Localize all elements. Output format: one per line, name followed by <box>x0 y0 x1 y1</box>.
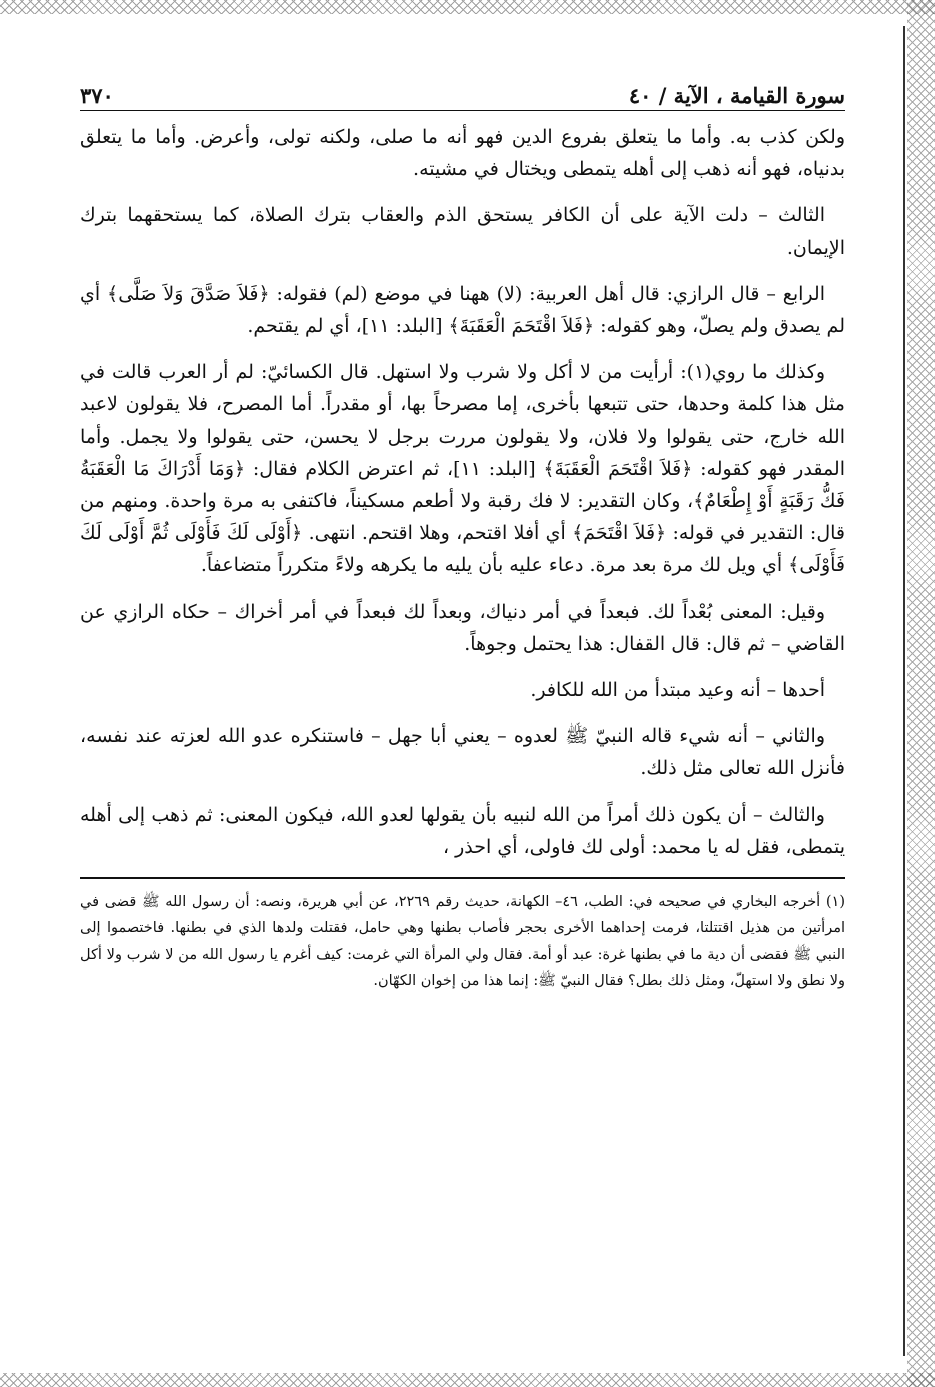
paragraph: والثاني – أنه شيء قاله النبيّ ﷺ لعدوه – يعني أبا جهل – فاستنكره عدو الله لعزته عند نفسه، فأنزل الله تعالى مثل ذلك. <box>80 725 845 780</box>
paragraph: وكذلك ما روي(١): أرأيت من لا أكل ولا شرب ولا استهل. قال الكسائيّ: لم أر العرب قالت في مثل هذا كلمة وحدها، حتى تتبعها بأخرى، إما مصرحاً بها، أو مقدراً. أما المصرح، فلا يقولون لاعبد الله خارج، حتى يقولوا ولا فلان، ولا يقولون مررت برجل لا يحسن، حتى يقولوا ولا يجمل. وأما المقدر فهو كقوله: ﴿فَلاَ اقْتَحَمَ الْعَقَبَةَ﴾ [البلد: ١١]، ثم اعترض الكلام فقال: ﴿وَمَا أَدْرَاكَ مَا الْعَقَبَةُ فَكُّ رَقَبَةٍ أَوْ إِطْعَامٌ﴾، وكان التقدير: لا فك رقبة ولا أطعم مسكيناً، فاكتفى به مرة واحدة. ومنهم من قال: التقدير في قوله: ﴿فَلاَ اقْتَحَمَ﴾ أي أفلا اقتحم، وهلا اقتحم. انتهى. ﴿أَوْلَى لَكَ فَأَوْلَى ثُمَّ أَوْلَى لَكَ فَأَوْلَى﴾ أي ويل لك مرة بعد مرة. دعاء عليه بأن يليه ما يكرهه ولاءً متكرراً متضاعفاً. <box>80 361 845 577</box>
main-text <box>80 121 845 863</box>
running-title: سورة القيامة ، الآية / ٤٠ <box>628 83 845 108</box>
page-header <box>80 70 845 111</box>
paragraph: أحدها – أنه وعيد مبتدأ من الله للكافر. <box>530 679 825 702</box>
book-page <box>80 70 845 995</box>
frame-line <box>903 26 905 1356</box>
page-number: ٣٧٠ <box>80 83 114 108</box>
footnote-divider <box>80 877 845 879</box>
paragraph: ولكن كذب به. وأما ما يتعلق بفروع الدين فهو أنه ما صلى، ولكنه تولى، وأعرض. وأما ما يتعلق بدنياه، فهو أنه ذهب إلى أهله يتمطى ويختال في مشيته. <box>80 126 845 181</box>
footnote: (١) أخرجه البخاري في صحيحه في: الطب، ٤٦– الكهانة، حديث رقم ٢٢٦٩، عن أبي هريرة، ونصه: أن رسول الله ﷺ قضى في امرأتين من هذيل اقتتلتا، فرمت إحداهما الأخرى بحجر فأصاب بطنها وهي حامل، فقتلت ولدها الذي في بطنها. فاختصموا إلى النبي ﷺ فقضى أن دية ما في بطنها غرة: عبد أو أمة. فقال ولي المرأة التي غرمت: كيف أغرم يا رسول الله من لا شرب ولا أكل ولا نطق ولا استهلّ، ومثل ذلك بطل؟ فقال النبيّ ﷺ: إنما هذا من إخوان الكهّان. <box>80 893 846 990</box>
decorative-border-right <box>907 0 935 1387</box>
paragraph: والثالث – أن يكون ذلك أمراً من الله لنبيه بأن يقولها لعدو الله، فيكون المعنى: ثم ذهب إلى أهله يتمطى، فقل له يا محمد: أولى لك فاولى، أي احذر ، <box>80 803 845 858</box>
paragraph: الثالث – دلت الآية على أن الكافر يستحق الذم والعقاب بترك الصلاة، كما يستحقهما بترك الإيمان. <box>80 204 845 259</box>
decorative-border-bottom <box>0 1373 935 1387</box>
paragraph: الرابع – قال الرازي: قال أهل العربية: (لا) ههنا في موضع (لم) فقوله: ﴿فَلاَ صَدَّقَ وَلاَ صَلَّى﴾ أي لم يصدق ولم يصلّ، وهو كقوله: ﴿فَلاَ اقْتَحَمَ الْعَقَبَةَ﴾ [البلد: ١١]، أي لم يقتحم. <box>80 282 845 338</box>
decorative-border-top <box>0 0 935 14</box>
paragraph: وقيل: المعنى بُعْداً لك. فبعداً في أمر دنياك، وبعداً لك فبعداً في أمر أخراك – حكاه الرازي عن القاضي – ثم قال: قال القفال: هذا يحتمل وجوهاً. <box>80 600 845 655</box>
